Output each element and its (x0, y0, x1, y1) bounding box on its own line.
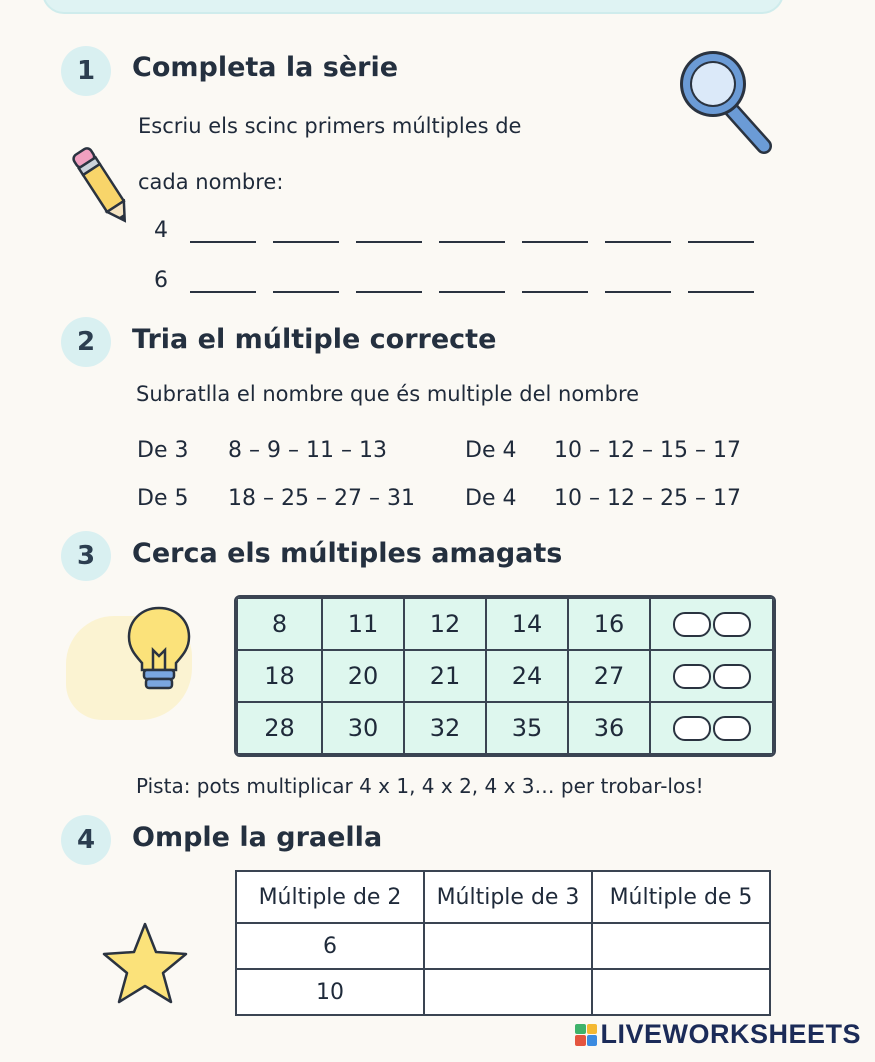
pencil-icon (70, 142, 132, 230)
lightbulb-icon (124, 604, 194, 694)
grid-header: Múltiple de 5 (592, 871, 770, 923)
grid-cell[interactable]: 28 (237, 702, 322, 754)
answer-blank[interactable] (273, 219, 339, 243)
series-label: 6 (154, 268, 168, 293)
fill-grid (235, 870, 771, 1016)
answer-blank[interactable] (605, 269, 671, 293)
answer-oval[interactable] (713, 664, 751, 689)
section-2-title: Tria el múltiple correcte (132, 324, 497, 355)
section-4-title: Omple la graella (132, 822, 383, 853)
answer-blank[interactable] (688, 269, 754, 293)
answer-blank[interactable] (273, 269, 339, 293)
answer-blank[interactable] (190, 269, 256, 293)
section-1-instruction-1: Escriu els scinc primers múltiples de (138, 114, 522, 138)
grid-cell[interactable]: 11 (322, 598, 404, 650)
answer-blank[interactable] (439, 269, 505, 293)
choice-label: De 3 (137, 438, 189, 463)
brand-name: LIVEWORKSHEETS (600, 1019, 861, 1049)
answer-oval[interactable] (673, 716, 711, 741)
grid-cell[interactable]: 6 (236, 923, 424, 969)
grid-cell[interactable]: 30 (322, 702, 404, 754)
star-icon (98, 918, 192, 1010)
section-2-number: 2 (61, 317, 111, 367)
choice-options[interactable]: 10 – 12 – 15 – 17 (554, 438, 741, 463)
grid-cell[interactable]: 32 (404, 702, 486, 754)
series-label: 4 (154, 218, 168, 243)
answer-blank[interactable] (605, 219, 671, 243)
series-row-4 (154, 218, 771, 243)
grid-cell[interactable]: 18 (237, 650, 322, 702)
answer-blank[interactable] (439, 219, 505, 243)
answer-blank[interactable] (356, 269, 422, 293)
grid-cell[interactable]: 27 (568, 650, 650, 702)
series-row-6 (154, 268, 771, 293)
top-banner (42, 0, 784, 14)
section-2-instruction: Subratlla el nombre que és multiple del nombre (136, 382, 640, 406)
grid-cell[interactable]: 35 (486, 702, 568, 754)
choice-label: De 5 (137, 486, 189, 511)
section-1-title: Completa la sèrie (132, 52, 399, 83)
grid-cell[interactable]: 36 (568, 702, 650, 754)
hidden-multiples-grid (234, 595, 776, 757)
grid-cell[interactable]: 24 (486, 650, 568, 702)
section-3-title: Cerca els múltiples amagats (132, 538, 563, 569)
answer-blank[interactable] (522, 219, 588, 243)
grid-cell[interactable] (424, 969, 592, 1015)
grid-cell[interactable]: 21 (404, 650, 486, 702)
grid-cell[interactable] (592, 969, 770, 1015)
grid-header: Múltiple de 3 (424, 871, 592, 923)
section-4-number: 4 (61, 815, 111, 865)
answer-blank[interactable] (190, 219, 256, 243)
grid-cell[interactable]: 20 (322, 650, 404, 702)
liveworksheets-brand (575, 1019, 861, 1050)
answer-blank[interactable] (522, 269, 588, 293)
grid-cell[interactable]: 12 (404, 598, 486, 650)
choice-label: De 4 (465, 438, 517, 463)
grid-cell[interactable]: 14 (486, 598, 568, 650)
section-1-number: 1 (61, 46, 111, 96)
section-3-number: 3 (61, 531, 111, 581)
choice-options[interactable]: 18 – 25 – 27 – 31 (228, 486, 415, 511)
liveworksheets-logo-icon (575, 1024, 597, 1046)
magnifier-icon (676, 46, 776, 156)
grid-header: Múltiple de 2 (236, 871, 424, 923)
choice-label: De 4 (465, 486, 517, 511)
answer-oval[interactable] (713, 716, 751, 741)
choice-options[interactable]: 8 – 9 – 11 – 13 (228, 438, 387, 463)
grid-cell[interactable]: 16 (568, 598, 650, 650)
answer-oval[interactable] (713, 612, 751, 637)
answer-blank[interactable] (688, 219, 754, 243)
grid-cell[interactable]: 10 (236, 969, 424, 1015)
oval-answer-cell (650, 650, 773, 702)
section-3-hint: Pista: pots multiplicar 4 x 1, 4 x 2, 4 x 3… per trobar-los! (136, 774, 704, 798)
answer-oval[interactable] (673, 612, 711, 637)
choice-options[interactable]: 10 – 12 – 25 – 17 (554, 486, 741, 511)
grid-cell[interactable]: 8 (237, 598, 322, 650)
answer-blank[interactable] (356, 219, 422, 243)
answer-oval[interactable] (673, 664, 711, 689)
grid-cell[interactable] (592, 923, 770, 969)
section-1-instruction-2: cada nombre: (138, 170, 284, 194)
grid-cell[interactable] (424, 923, 592, 969)
oval-answer-cell (650, 598, 773, 650)
oval-answer-cell (650, 702, 773, 754)
